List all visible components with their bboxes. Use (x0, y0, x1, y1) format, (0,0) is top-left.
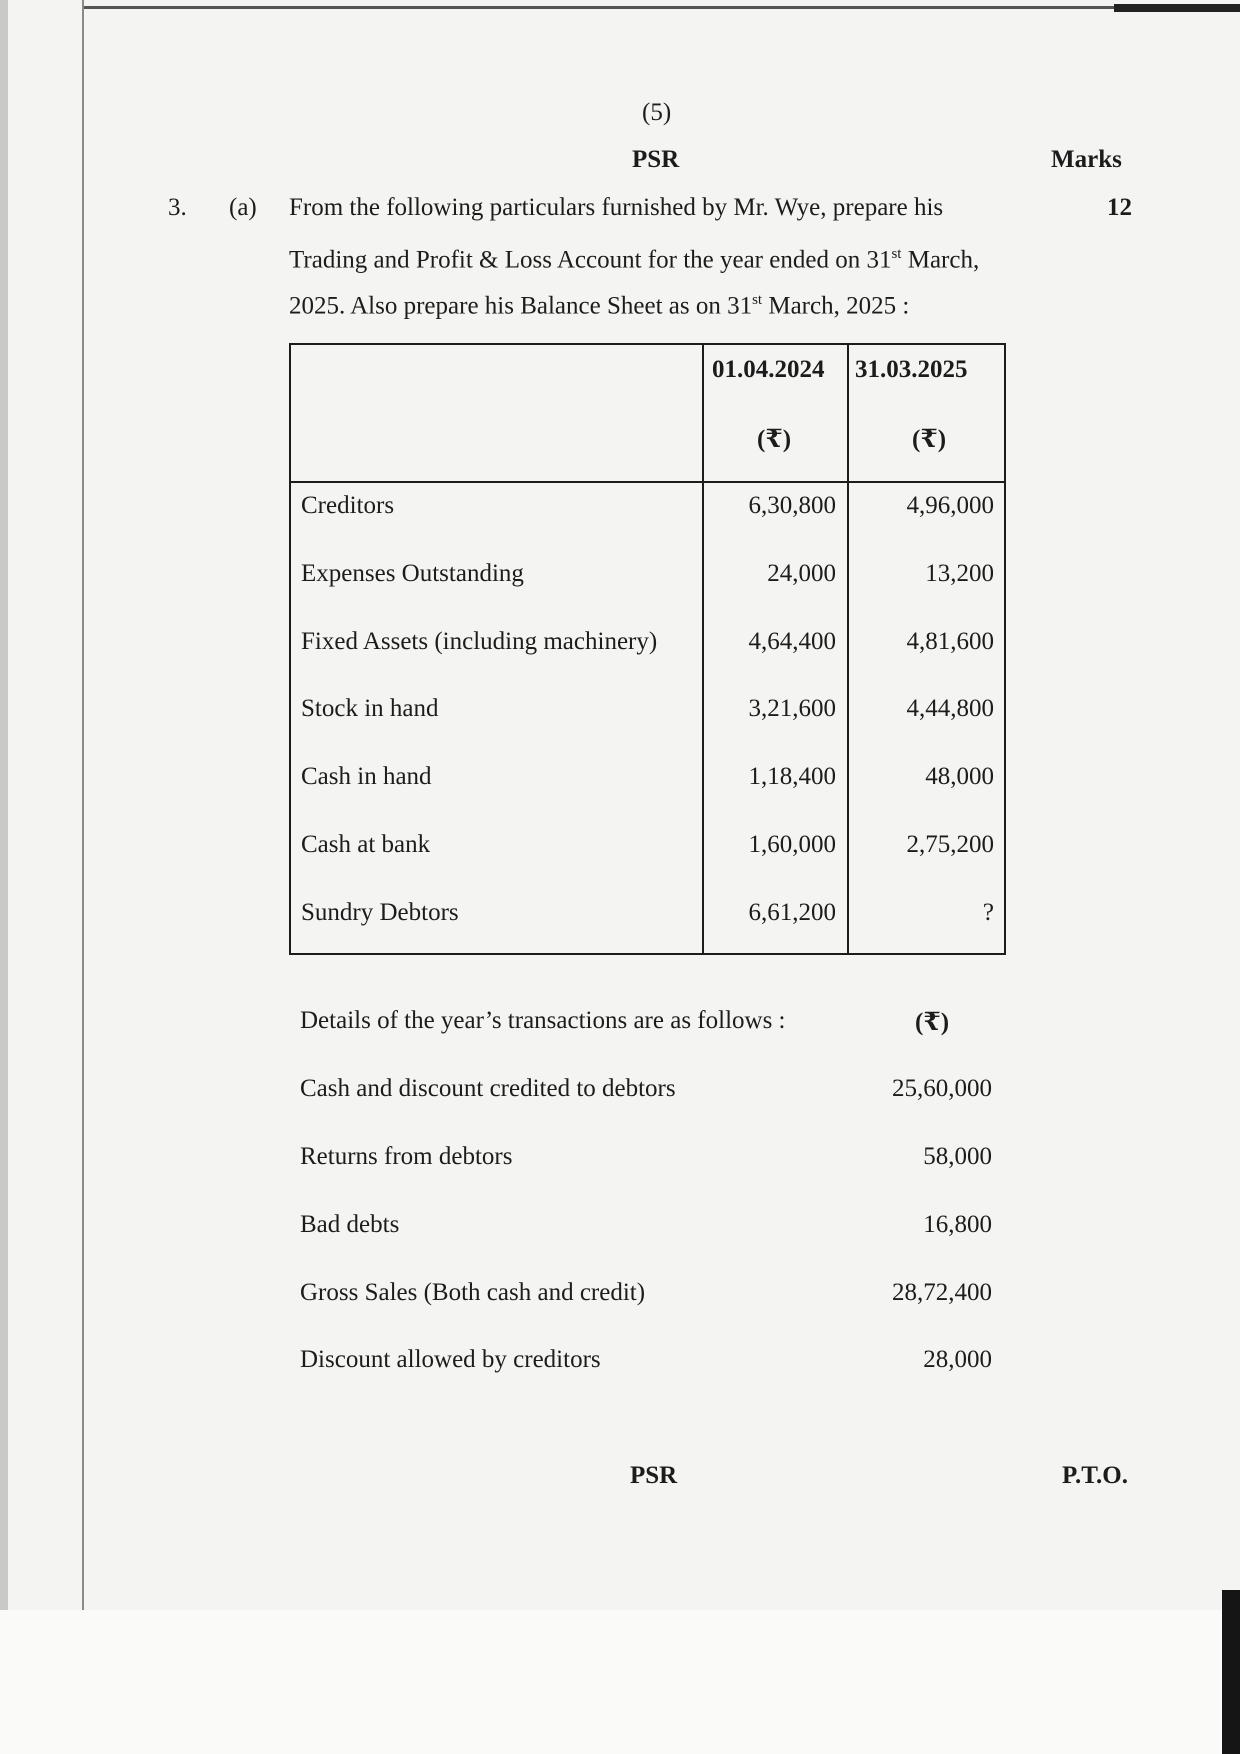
table-cell: 2,75,200 (906, 831, 994, 858)
table-row-label: Creditors (301, 492, 395, 519)
transaction-label: Cash and discount credited to debtors (300, 1075, 676, 1102)
table-cell: 48,000 (925, 763, 994, 790)
transaction-label: Discount allowed by creditors (300, 1346, 601, 1373)
transaction-label: Returns from debtors (300, 1143, 513, 1170)
table-cell: 13,200 (925, 560, 994, 587)
table-cell: 4,96,000 (906, 492, 994, 519)
table-cell: 4,81,600 (906, 628, 994, 655)
transaction-value: 28,72,400 (892, 1279, 992, 1306)
pto-label: P.T.O. (1062, 1462, 1128, 1489)
question-part: (a) (229, 194, 257, 221)
table-header-rule (289, 481, 1006, 483)
margin-rule (82, 0, 84, 1610)
page-number: (5) (642, 99, 672, 126)
transactions-unit: (₹) (915, 1009, 950, 1036)
marks-heading: Marks (1051, 146, 1122, 173)
question-number: 3. (168, 194, 187, 221)
table-row-label: Stock in hand (301, 695, 439, 722)
table-row-label: Cash in hand (301, 763, 432, 790)
table-cell: 1,60,000 (748, 831, 836, 858)
column-unit: (₹) (912, 426, 947, 453)
table-cell: 3,21,600 (748, 695, 836, 722)
question-line-3: 2025. Also prepare his Balance Sheet as on 31st March, 2025 : (289, 292, 910, 320)
table-row-label: Fixed Assets (including machinery) (301, 628, 658, 655)
question-line-1: From the following particulars furnished by Mr. Wye, prepare his (289, 194, 944, 221)
table-cell: 1,18,400 (748, 763, 836, 790)
table-row-label: Sundry Debtors (301, 899, 459, 926)
transaction-label: Gross Sales (Both cash and credit) (300, 1279, 646, 1306)
table-row-label: Cash at bank (301, 831, 431, 858)
scan-edge-right (1222, 1590, 1240, 1754)
page-bottom (0, 1610, 1240, 1754)
scan-edge (0, 0, 8, 1610)
table-cell: 4,64,400 (748, 628, 836, 655)
table-cell: 6,61,200 (748, 899, 836, 926)
table-cell: ? (982, 899, 994, 926)
column-header-closing: 31.03.2025 (855, 356, 968, 383)
question-marks: 12 (1107, 194, 1132, 221)
transaction-value: 25,60,000 (892, 1075, 992, 1102)
table-cell: 4,44,800 (906, 695, 994, 722)
transaction-label: Bad debts (300, 1211, 400, 1238)
top-rule (84, 6, 1114, 9)
transaction-value: 16,800 (923, 1211, 992, 1238)
top-rule-dark (1114, 4, 1240, 12)
transactions-heading: Details of the year’s transactions are as follows : (300, 1007, 786, 1034)
column-unit: (₹) (757, 426, 792, 453)
column-header-opening: 01.04.2024 (712, 356, 825, 383)
table-cell: 6,30,800 (748, 492, 836, 519)
transaction-value: 28,000 (923, 1346, 992, 1373)
paper-code: PSR (632, 146, 680, 173)
table-row-label: Expenses Outstanding (301, 560, 524, 587)
transaction-value: 58,000 (923, 1143, 992, 1170)
table-cell: 24,000 (767, 560, 836, 587)
question-line-2: Trading and Profit & Loss Account for the year ended on 31st March, (289, 246, 980, 274)
footer-code: PSR (630, 1462, 678, 1489)
